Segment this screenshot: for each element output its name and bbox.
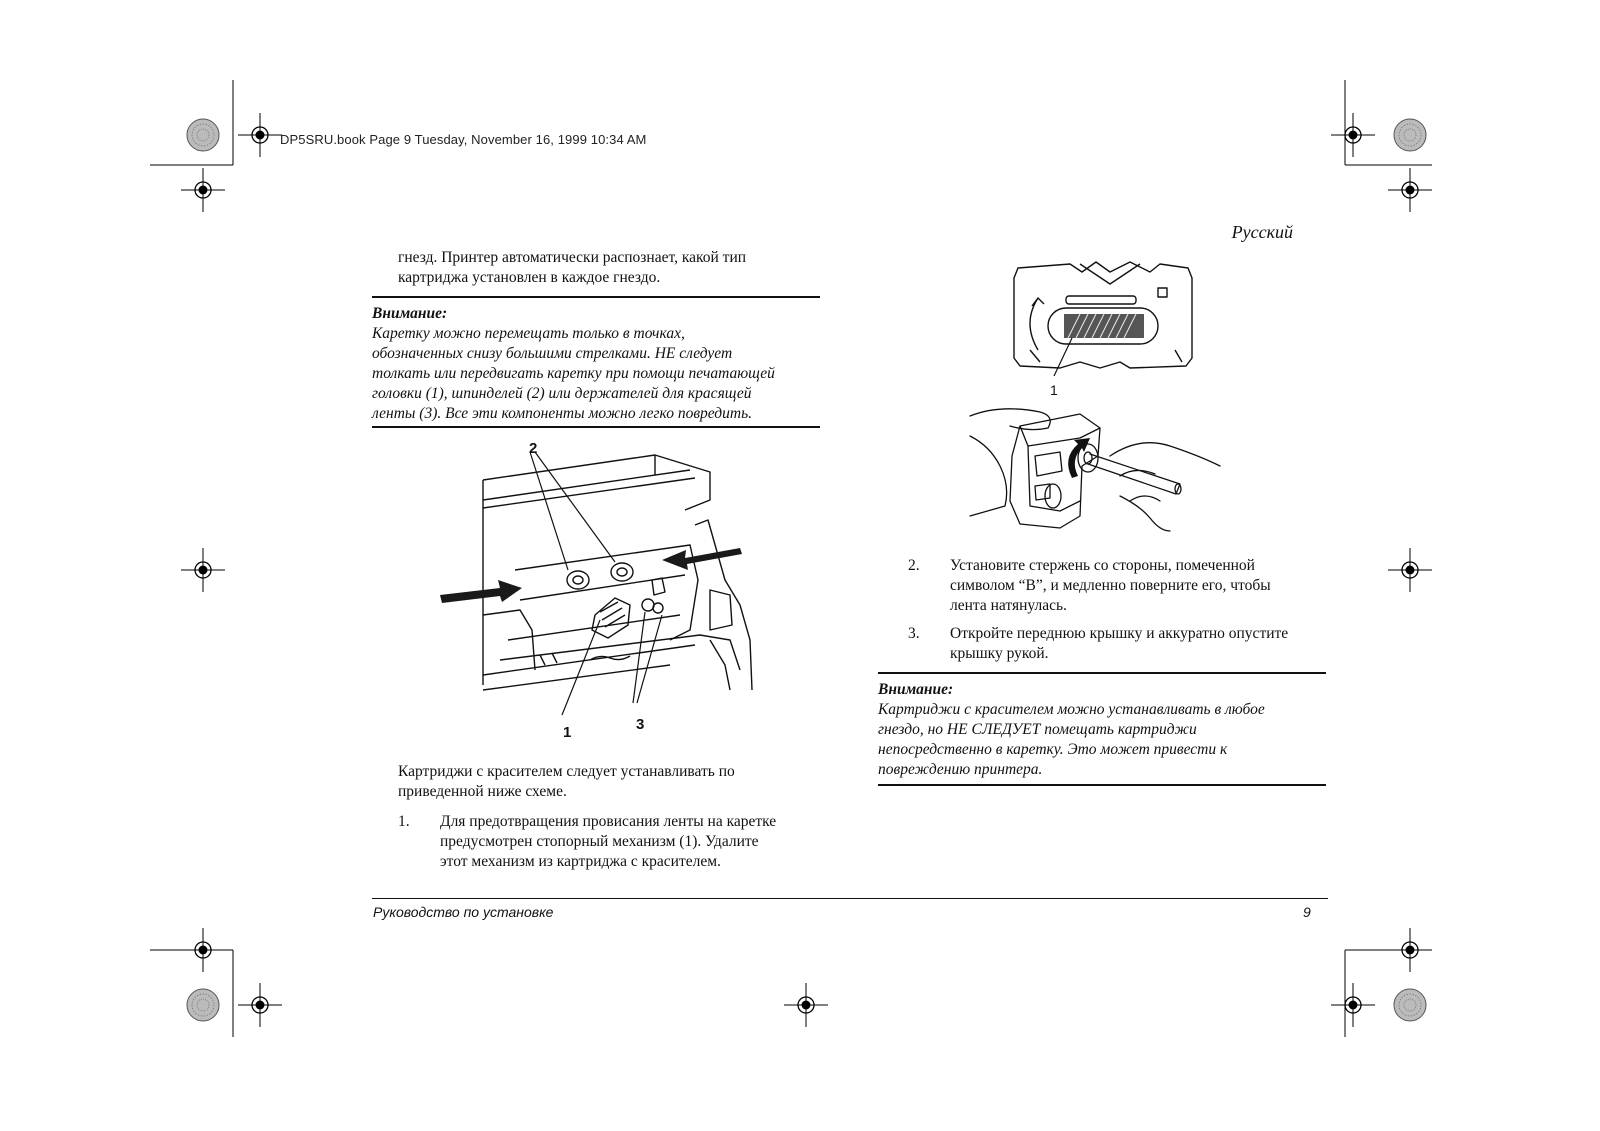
step-line: Откройте переднюю крышку и аккуратно опустите <box>950 625 1289 642</box>
step-1-text <box>440 812 776 872</box>
step-3-text <box>950 624 1288 664</box>
crosshair-mark-10 <box>784 983 828 1027</box>
footer-title: Руководство по установке <box>373 904 554 920</box>
caution-top-rule <box>372 296 820 298</box>
step-line: Установите стержень со стороны, помеченной <box>950 557 1255 574</box>
crosshair-mark-7 <box>181 928 225 972</box>
crosshair-mark-3 <box>1331 113 1375 157</box>
caution-line: толкать или передвигать каретку при помощи печатающей <box>372 365 775 382</box>
caution-line: непосредственно в каретку. Это может привести к <box>878 741 1228 758</box>
after-figure-paragraph <box>398 762 735 802</box>
printer-carriage-illustration <box>440 440 780 740</box>
starburst-mark-4 <box>1394 989 1426 1021</box>
callout-stopper: 1 <box>1050 382 1058 398</box>
caution-top-rule-right <box>878 672 1326 674</box>
caution-title: Внимание: <box>372 305 448 322</box>
ribbon-cartridge-illustration <box>1010 258 1210 388</box>
caution-bottom-rule <box>372 426 820 428</box>
caution-line: повреждению принтера. <box>878 761 1043 778</box>
intro-line: картриджа установлен в каждое гнездо. <box>398 269 661 286</box>
crosshair-mark-9 <box>238 983 282 1027</box>
crosshair-mark-8 <box>1388 928 1432 972</box>
step-2-number: 2. <box>908 557 920 574</box>
caution-line: Картриджи с красителем можно устанавливать в любое <box>878 701 1265 718</box>
crosshair-mark-2 <box>181 168 225 212</box>
step-line: символом “B”, и медленно поверните его, чтобы <box>950 577 1271 594</box>
caution-box-left <box>372 304 832 424</box>
crosshair-mark-11 <box>1331 983 1375 1027</box>
callout-spindles: 2 <box>529 440 538 457</box>
starburst-mark-3 <box>187 989 219 1021</box>
intro-line: гнезд. Принтер автоматически распознает, какой тип <box>398 249 747 266</box>
step-2-text <box>950 556 1271 616</box>
caution-title: Внимание: <box>878 681 954 698</box>
step-line: этот механизм из картриджа с красителем. <box>440 853 721 870</box>
step-line: крышку рукой. <box>950 645 1049 662</box>
crosshair-mark-1 <box>238 113 282 157</box>
step-1-number: 1. <box>398 813 410 830</box>
callout-print-head: 1 <box>563 724 572 741</box>
step-line: лента натянулась. <box>950 597 1067 614</box>
starburst-mark-2 <box>1394 119 1426 151</box>
crosshair-mark-5 <box>181 548 225 592</box>
language-label: Русский <box>1231 222 1293 242</box>
step-line: Для предотвращения провисания ленты на каретке <box>440 813 777 830</box>
step-3-number: 3. <box>908 625 920 642</box>
paragraph-line: Картриджи с красителем следует устанавливать по <box>398 763 735 780</box>
footer-rule <box>372 898 1328 899</box>
page-number: 9 <box>1303 904 1311 920</box>
caution-box-right <box>878 680 1338 780</box>
callout-ribbon-holders: 3 <box>636 716 645 733</box>
intro-paragraph <box>398 248 746 288</box>
cartridge-hands-illustration <box>970 406 1240 546</box>
file-stamp: DP5SRU.book Page 9 Tuesday, November 16, 1999 10:34 AM <box>280 132 647 147</box>
caution-line: гнездо, но НЕ СЛЕДУЕТ помещать картриджи <box>878 721 1197 738</box>
paragraph-line: приведенной ниже схеме. <box>398 783 567 800</box>
caution-line: головки (1), шпинделей (2) или держателей для красящей <box>372 385 752 402</box>
crosshair-mark-4 <box>1388 168 1432 212</box>
step-line: предусмотрен стопорный механизм (1). Удалите <box>440 833 759 850</box>
crosshair-mark-6 <box>1388 548 1432 592</box>
starburst-mark-1 <box>187 119 219 151</box>
caution-line: ленты (3). Все эти компоненты можно легко повредить. <box>372 405 753 422</box>
caution-line: обозначенных снизу большими стрелками. НЕ следует <box>372 345 733 362</box>
caution-line: Каретку можно перемещать только в точках, <box>372 325 685 342</box>
caution-bottom-rule-right <box>878 784 1326 786</box>
